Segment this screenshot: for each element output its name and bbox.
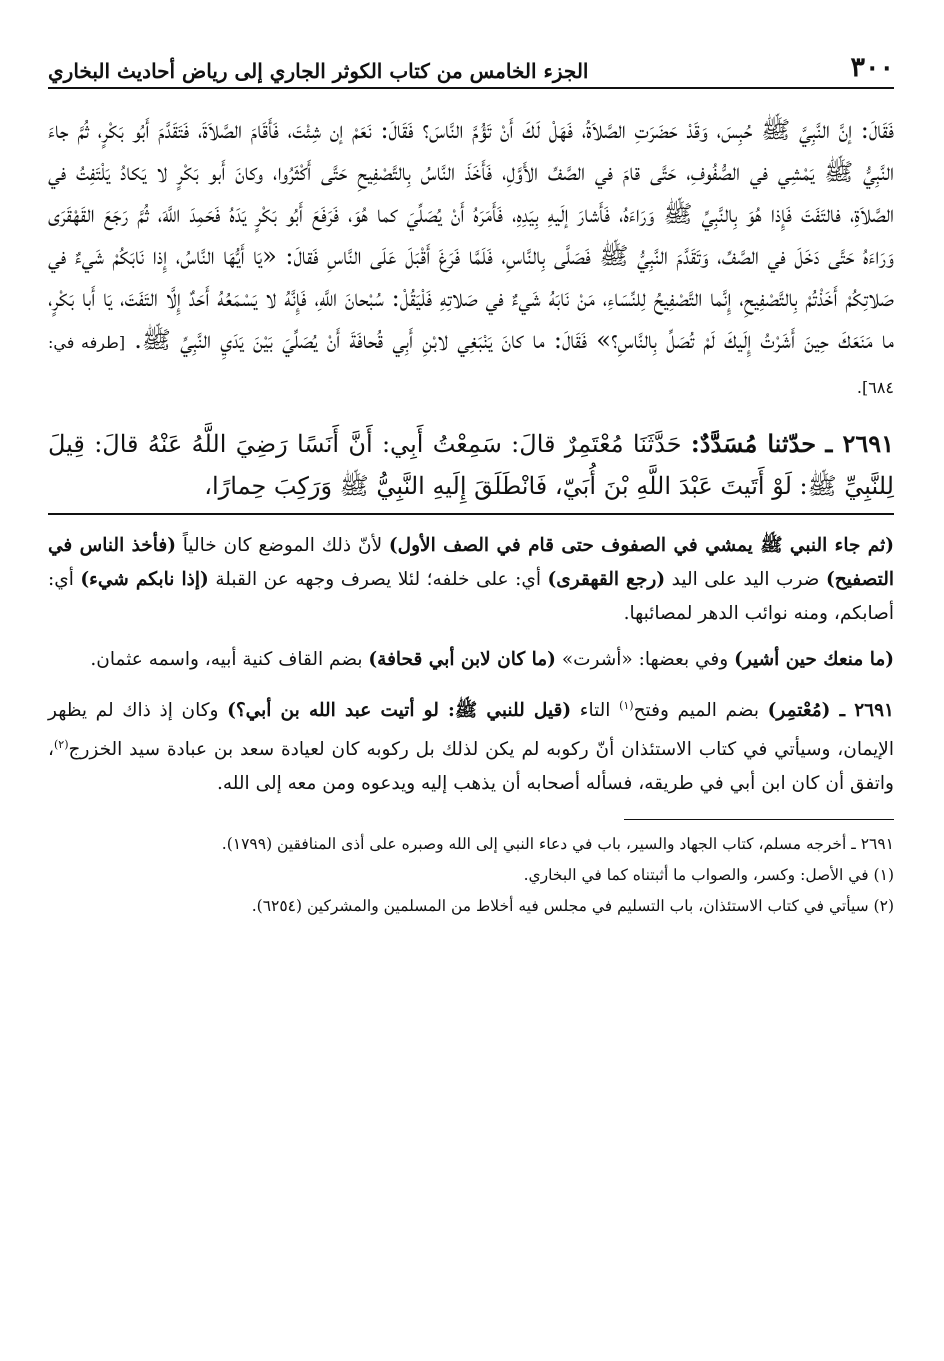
commentary-text: وكان إذ ذاك لم يظهر الإيمان، وسيأتي في كتاب الاستئذان أنّ ركوبه لم يكن لذلك بل ركوبه كان لعيادة سعد بن عبادة سيد الخزرج [48,700,894,761]
hadith-2691-narrator: حدّثنا مُسَدَّدٌ: [690,429,817,458]
footnote-2691: ٢٦٩١ ـ أخرجه مسلم، كتاب الجهاد والسير، باب في دعاء النبي إلى الله وصبره على أذى المنافقين (١٧٩٩). [221,835,894,854]
hadith-2691-body: حَدَّثَنَا مُعْتَمِرٌ قالَ: سَمِعْتُ أَبِي: أَنَّ أَنَسًا رَضِيَ اللَّهُ عَنْهُ قالَ: قِيلَ لِلنَّبِيِّ ﷺ: لَوْ أَتَيتَ عَبْدَ اللَّهِ بْنَ أُبَيّ، فَانْطَلَقَ إِلَيهِ النَّبِيُّ ﷺ وَرَكِبَ حِمارًا، [48,430,894,500]
footnotes [48,830,894,921]
commentary-quote: ٢٦٩١ ـ (مُعْتمِر) [767,700,894,722]
commentary-text: لأنّ ذلك الموضع كان خالياً [175,535,389,556]
hadith-2690-body: فَقَالَ: إنَّ النَّبِيَّ ﷺ حُبِسَ، وَقَدْ حَضَرَتِ الصَّلاَةُ، فَهَلْ لَكَ أَنْ تَؤُمَّ النَّاسَ؟ فَقَالَ: نَعَمْ إن شِئْتَ، فَأَقَامَ الصَّلاَةَ، فَتَقَدَّمَ أَبُو بَكْرٍ، ثُمَّ جاءَ النَّبِيُّ ﷺ يَمْشِي في الصُّفُوفِ، حَتَّى قامَ في الصَّفِّ الأَوَّلِ، فَأَخَذَ النَّاسُ بِالتَّصْفِيحِ حَتَّى أَكْثَرُوا، وكانَ أَبو بَكْرٍ لا يَكادُ يَلْتَفِتُ في الصَّلاَةِ، فالتَفَتَ فَإِذا هُوَ بِالنَّبِيِّ ﷺ وَرَاءَهُ، فَأَشارَ إلَيهِ بِيَدِهِ، فَأَمَرَهُ أَنْ يُصَلِّيَ كما هُوَ، فَرَفَعَ أَبُو بَكْرٍ يَدَهُ فَحَمِدَ اللَّهَ، ثُمَّ رَجَعَ القَهْقَرَى وَرَاءَهُ حَتَّى دَخَلَ في الصَّفِّ، وَتَقَدَّمَ النَّبِيُّ ﷺ فَصَلَّى بِالنَّاسِ، فَلَمَّا فَرَغَ أَقْبَلَ عَلَى النَّاسِ فَقالَ: «يَا أَيُّهَا النَّاسُ، إِذا نَابَكُمْ شَيءٌ في صَلاتِكُمْ أَخَذْتُمْ بِالتَّصْفِيحِ، إِنَّما التَّصْفِيحُ لِلنِّسَاءِ، مَنْ نَابَهُ شَيءٌ في صَلاتِهِ فَلْيَقُلْ: سُبْحانَ اللَّهِ، فَإِنَّهُ لا يَسْمَعُهُ أَحَدٌ إِلَّا التَفَتَ، يَا أَبا بَكْرٍ، ما مَنَعَكَ حِينَ أَشَرْتُ إِلَيكَ لَمْ تُصَلِّ بِالنَّاسِ؟» فَقَالَ: ما كانَ يَنْبَغِي لابْنِ أَبِي قُحافَةَ أَنْ يُصَلِّيَ بَيْنَ يَدَيِ النَّبِيِّ ﷺ. [48,116,895,354]
commentary-text: ضرب اليد على اليد [665,569,826,590]
page-number: ٣٠٠ [850,52,894,83]
hadith-2690-cross-reference: [طرفه في: ٦٨٤]. [48,333,894,397]
commentary-text: ، واتفق أن كان ابن أبي في طريقه، فسأله أصحابه أن يذهب إليه ويدعوه ومن معه إلى الله. [48,739,894,795]
running-title: الجزء الخامس من كتاب الكوثر الجاري إلى رياض أحاديث البخاري [48,59,589,83]
commentary-quote: (رجع القهقرى) [547,569,666,590]
commentary [48,529,894,801]
footnote-marker-2: (٢) [53,738,69,752]
commentary-text: بضم القاف كنية أبيه، واسمه عثمان. [90,649,369,670]
commentary-quote: (فأخذ الناس في التصفيح) [48,535,895,590]
commentary-quote: (قيل للنبي ﷺ: لو أتيت عبد الله بن أبي؟) [227,700,572,722]
commentary-quote: (ما كان لابن أبي قحافة) [368,649,556,670]
commentary-text: أي: على خلفه؛ لئلا يصرف وجهه عن القبلة [208,569,548,590]
footnote-2: (٢) سيأتي في كتاب الاستئذان، باب التسليم في مجلس فيه أخلاط من المسلمين والمشركين (٦٢٥٤). [251,897,894,916]
footnote-marker-1: (١) [619,699,634,712]
commentary-paragraph-2 [48,643,894,677]
commentary-paragraph-1 [48,529,894,631]
hadith-2691-number: ٢٦٩١ ـ [825,429,894,458]
footnote-1: (١) في الأصل: وكسر، والصواب ما أثبتناه كما في البخاري. [523,866,894,885]
page-header [48,0,894,89]
hadith-2690 [48,109,894,409]
commentary-text: التاء [571,700,620,722]
commentary-text: أي: أصابكم، ومنه نوائب الدهر لمصائبها. [48,569,894,624]
commentary-paragraph-3 [48,689,894,801]
commentary-quote: (ما منعك حين أشير) [734,649,894,670]
commentary-quote: (إذا نابكم شيء) [80,569,209,590]
hadith-2691 [48,423,894,507]
commentary-text: بضم الميم وفتح [633,700,768,722]
footnotes-divider [624,819,894,820]
commentary-divider [48,513,894,515]
commentary-quote: (ثم جاء النبي ﷺ يمشي في الصفوف حتى قام في الصف الأول) [388,535,894,556]
hadith-text [48,109,894,507]
commentary-text: وفي بعضها: «أشرت» [555,649,735,670]
